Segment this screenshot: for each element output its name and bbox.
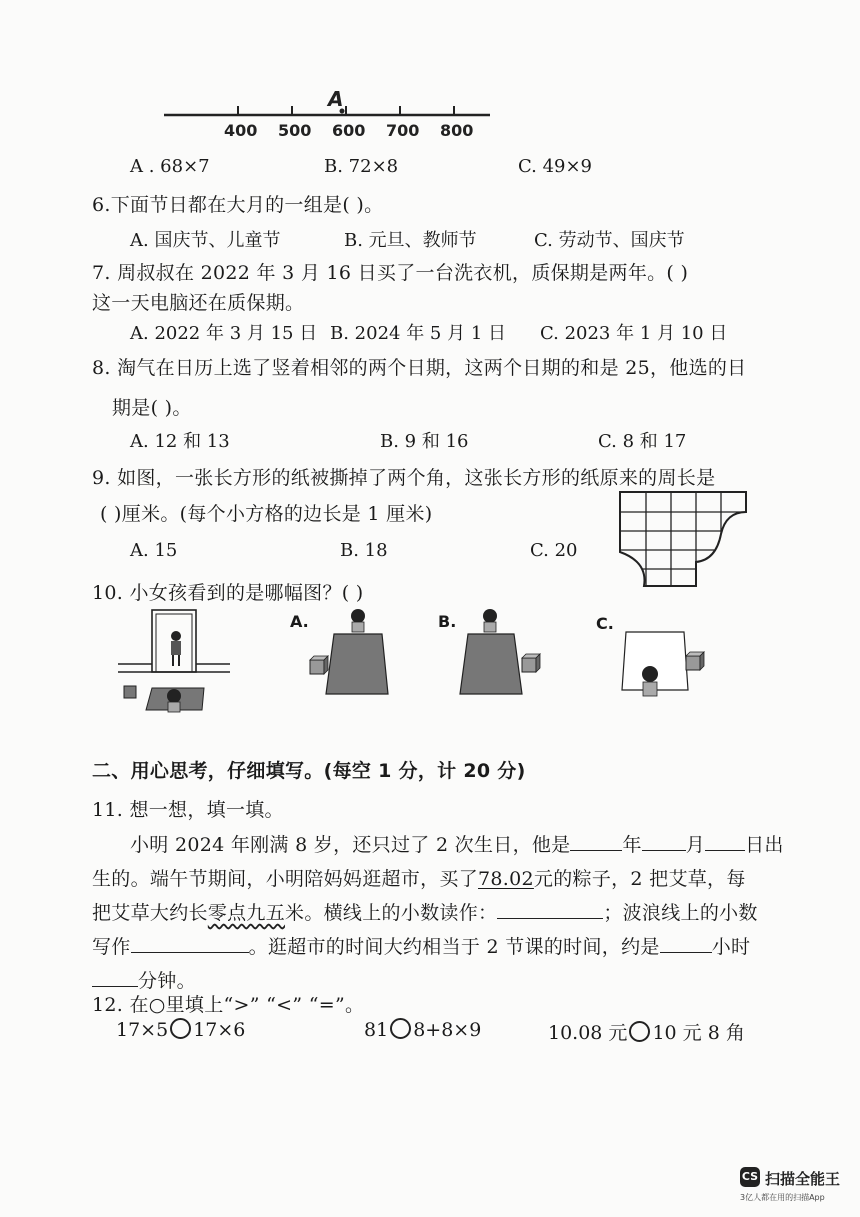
compare-circle[interactable] [170,1018,191,1039]
q12-item-2: 81 8+8×9 [364,1019,482,1041]
q8-option-b[interactable]: B. 9 和 16 [380,431,469,452]
q7-stem-line1: 7. 周叔叔在 2022 年 3 月 16 日买了一台洗衣机，质保期是两年。( ) [92,262,689,284]
section-2-title: 二、用心思考，仔细填写。(每空 1 分，计 20 分) [92,760,526,782]
q5-option-b[interactable]: B. 72×8 [324,156,399,177]
blank-decimal-writing[interactable] [131,934,249,953]
q7-option-c[interactable]: C. 2023 年 1 月 10 日 [540,323,728,344]
scene-girl-in-doorway-figure [116,608,232,716]
q9-option-b[interactable]: B. 18 [340,540,388,561]
q8-option-a[interactable]: A. 12 和 13 [130,431,230,452]
q9-option-a[interactable]: A. 15 [130,540,178,561]
q12-item-1: 17×5 17×6 [116,1019,246,1041]
q11-line-5: 分钟。 [92,966,196,993]
q10-option-b-figure[interactable] [448,604,548,700]
q11-line-3: 把艾草大约长零点九五米。横线上的小数读作： ；波浪线上的小数 [92,902,758,924]
q10-label-b[interactable]: B. [438,612,457,631]
tick-label: 800 [440,121,474,140]
q11-line-1: 小明 2024 年刚满 8 岁，还只过了 2 次生日，他是 年 月 日出 [130,834,784,856]
q11-line-4: 写作 。逛超市的时间大约相当于 2 节课的时间，约是 小时 [92,936,751,958]
q6-stem: 6.下面节日都在大月的一组是( )。 [92,194,384,216]
q10-label-c[interactable]: C. [596,614,614,633]
cs-logo-icon: CS [740,1167,760,1187]
watermark-subtitle: 3亿人都在用的扫描App [740,1193,825,1202]
q10-label-a[interactable]: A. [290,612,309,631]
q5-option-c[interactable]: C. 49×9 [518,156,593,177]
tick-label: 600 [332,121,366,140]
q7-stem-line2: 这一天电脑还在质保期。 [92,292,305,314]
q9-stem-line1: 9. 如图，一张长方形的纸被撕掉了两个角，这张长方形的纸原来的周长是 [92,467,716,489]
q12-title: 12. 在○里填上“>” “<” “=”。 [92,994,365,1016]
compare-circle[interactable] [390,1018,411,1039]
wavy-underlined-number: 零点九五 [207,902,286,924]
q6-option-b[interactable]: B. 元旦、教师节 [344,230,477,251]
underlined-amount: 78.02 [478,868,534,890]
q10-option-c-figure[interactable] [610,626,710,702]
q11-title: 11. 想一想，填一填。 [92,799,284,821]
q10-stem: 10. 小女孩看到的是哪幅图？( ) [92,582,364,604]
q5-option-a[interactable]: A . 68×7 [130,156,210,177]
tick-label: 400 [224,121,258,140]
q12-item-3: 10.08 元 10 元 8 角 [548,1022,745,1044]
blank-birth-year[interactable] [570,832,622,851]
watermark-brand: 扫描全能王 [765,1170,841,1188]
blank-decimal-reading[interactable] [497,900,603,919]
q10-option-a-figure[interactable] [300,604,400,700]
blank-minutes[interactable] [92,968,138,987]
tick-label: 700 [386,121,420,140]
q6-option-a[interactable]: A. 国庆节、儿童节 [130,230,281,251]
compare-circle[interactable] [629,1021,650,1042]
point-label: A [328,88,344,111]
blank-birth-month[interactable] [642,832,686,851]
q7-option-a[interactable]: A. 2022 年 3 月 15 日 [130,323,318,344]
q9-option-c[interactable]: C. 20 [530,540,578,561]
q6-option-c[interactable]: C. 劳动节、国庆节 [534,230,685,251]
q9-stem-line2: ( )厘米。(每个小方格的边长是 1 厘米) [100,503,433,525]
blank-birth-day[interactable] [705,832,745,851]
number-line [160,88,520,148]
q8-option-c[interactable]: C. 8 和 17 [598,431,687,452]
blank-hours[interactable] [660,934,712,953]
q8-stem-line1: 8. 淘气在日历上选了竖着相邻的两个日期，这两个日期的和是 25，他选的日 [92,357,747,379]
torn-paper-grid-figure [618,490,750,590]
q8-stem-line2: 期是( )。 [112,397,192,419]
tick-label: 500 [278,121,312,140]
q7-option-b[interactable]: B. 2024 年 5 月 1 日 [330,323,506,344]
q11-line-2: 生的。端午节期间，小明陪妈妈逛超市，买了78.02元的粽子，2 把艾草，每 [92,868,746,890]
